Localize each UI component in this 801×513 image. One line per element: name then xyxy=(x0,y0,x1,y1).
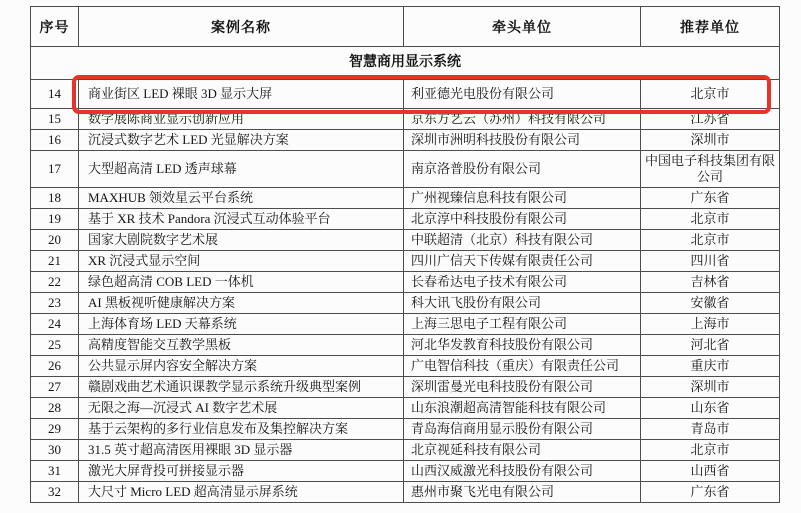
lead-unit-cell: 北京淳中科技股份有限公司 xyxy=(404,209,641,230)
recommend-unit-cell: 山西省 xyxy=(641,461,780,482)
row-number-cell: 23 xyxy=(31,293,79,314)
lead-unit-cell: 长春希达电子技术有限公司 xyxy=(404,272,641,293)
table-row xyxy=(31,335,780,356)
row-number-cell: 22 xyxy=(31,272,79,293)
row-number-cell: 32 xyxy=(31,482,79,503)
case-name-cell: 大尺寸 Micro LED 超高清显示屏系统 xyxy=(79,482,404,503)
cases-table-wrap xyxy=(30,6,779,503)
case-name-cell: AI 黑板视听健康解决方案 xyxy=(79,293,404,314)
table-row xyxy=(31,251,780,272)
col-header-no: 序号 xyxy=(31,7,79,47)
case-name-cell: 基于 XR 技术 Pandora 沉浸式互动体验平台 xyxy=(79,209,404,230)
recommend-unit-cell: 北京市 xyxy=(641,230,780,251)
col-header-lead-unit: 牵头单位 xyxy=(404,7,641,47)
recommend-unit-cell: 广东省 xyxy=(641,188,780,209)
case-name-cell: XR 沉浸式显示空间 xyxy=(79,251,404,272)
table-row xyxy=(31,398,780,419)
lead-unit-cell: 南京洛普股份有限公司 xyxy=(404,151,641,188)
case-name-cell: 沉浸式数字艺术 LED 光显解决方案 xyxy=(79,130,404,151)
row-number-cell: 24 xyxy=(31,314,79,335)
section-row xyxy=(31,47,780,80)
recommend-unit-cell: 广东省 xyxy=(641,482,780,503)
case-name-cell: 绿色超高清 COB LED 一体机 xyxy=(79,272,404,293)
recommend-unit-cell: 江苏省 xyxy=(641,109,780,130)
lead-unit-cell: 广州视臻信息科技有限公司 xyxy=(404,188,641,209)
case-name-cell: 赣剧戏曲艺术通识课教学显示系统升级典型案例 xyxy=(79,377,404,398)
lead-unit-cell: 河北华发教育科技股份有限公司 xyxy=(404,335,641,356)
recommend-unit-cell: 北京市 xyxy=(641,209,780,230)
table-row xyxy=(31,356,780,377)
lead-unit-cell: 山东浪潮超高清智能科技有限公司 xyxy=(404,398,641,419)
table-row xyxy=(31,293,780,314)
lead-unit-cell: 惠州市聚飞光电有限公司 xyxy=(404,482,641,503)
lead-unit-cell: 利亚德光电股份有限公司 xyxy=(404,80,641,109)
table-row xyxy=(31,461,780,482)
case-name-cell: 大型超高清 LED 透声球幕 xyxy=(79,151,404,188)
lead-unit-cell: 四川广信天下传媒有限责任公司 xyxy=(404,251,641,272)
table-row xyxy=(31,377,780,398)
table-row xyxy=(31,209,780,230)
case-name-cell: 高精度智能交互教学黑板 xyxy=(79,335,404,356)
recommend-unit-cell: 北京市 xyxy=(641,80,780,109)
lead-unit-cell: 北京视延科技有限公司 xyxy=(404,440,641,461)
recommend-unit-cell: 中国电子科技集团有限公司 xyxy=(641,151,780,188)
row-number-cell: 18 xyxy=(31,188,79,209)
lead-unit-cell: 广电智信科技（重庆）有限责任公司 xyxy=(404,356,641,377)
recommend-unit-cell: 河北省 xyxy=(641,335,780,356)
row-number-cell: 21 xyxy=(31,251,79,272)
lead-unit-cell: 京东方艺云（苏州）科技有限公司 xyxy=(404,109,641,130)
recommend-unit-cell: 北京市 xyxy=(641,440,780,461)
case-name-cell: 国家大剧院数字艺术展 xyxy=(79,230,404,251)
row-number-cell: 27 xyxy=(31,377,79,398)
table-row xyxy=(31,109,780,130)
lead-unit-cell: 山西汉威激光科技股份有限公司 xyxy=(404,461,641,482)
table-row xyxy=(31,482,780,503)
row-number-cell: 19 xyxy=(31,209,79,230)
case-name-cell: 31.5 英寸超高清医用裸眼 3D 显示器 xyxy=(79,440,404,461)
recommend-unit-cell: 青岛市 xyxy=(641,419,780,440)
row-number-cell: 16 xyxy=(31,130,79,151)
cases-table xyxy=(30,6,780,503)
row-number-cell: 26 xyxy=(31,356,79,377)
recommend-unit-cell: 重庆市 xyxy=(641,356,780,377)
row-number-cell: 25 xyxy=(31,335,79,356)
case-name-cell: 公共显示屏内容安全解决方案 xyxy=(79,356,404,377)
header-row xyxy=(31,7,780,47)
row-number-cell: 20 xyxy=(31,230,79,251)
col-header-case-name: 案例名称 xyxy=(79,7,404,47)
lead-unit-cell: 中联超清（北京）科技有限公司 xyxy=(404,230,641,251)
lead-unit-cell: 深圳市洲明科技股份有限公司 xyxy=(404,130,641,151)
recommend-unit-cell: 四川省 xyxy=(641,251,780,272)
table-row xyxy=(31,440,780,461)
recommend-unit-cell: 上海市 xyxy=(641,314,780,335)
lead-unit-cell: 科大讯飞股份有限公司 xyxy=(404,293,641,314)
row-number-cell: 15 xyxy=(31,109,79,130)
section-title: 智慧商用显示系统 xyxy=(31,47,780,80)
row-number-cell: 29 xyxy=(31,419,79,440)
case-name-cell: 基于云架构的多行业信息发布及集控解决方案 xyxy=(79,419,404,440)
case-name-cell: 上海体育场 LED 天幕系统 xyxy=(79,314,404,335)
table-row xyxy=(31,230,780,251)
lead-unit-cell: 青岛海信商用显示股份有限公司 xyxy=(404,419,641,440)
table-row xyxy=(31,314,780,335)
recommend-unit-cell: 深圳市 xyxy=(641,377,780,398)
table-row xyxy=(31,188,780,209)
case-name-cell: 无限之海—沉浸式 AI 数字艺术展 xyxy=(79,398,404,419)
case-name-cell: 激光大屏背投可拼接显示器 xyxy=(79,461,404,482)
recommend-unit-cell: 安徽省 xyxy=(641,293,780,314)
recommend-unit-cell: 吉林省 xyxy=(641,272,780,293)
col-header-recommend-unit: 推荐单位 xyxy=(641,7,780,47)
lead-unit-cell: 上海三思电子工程有限公司 xyxy=(404,314,641,335)
table-row xyxy=(31,151,780,188)
table-row xyxy=(31,419,780,440)
row-number-cell: 14 xyxy=(31,80,79,109)
row-number-cell: 17 xyxy=(31,151,79,188)
recommend-unit-cell: 山东省 xyxy=(641,398,780,419)
case-name-cell: 商业街区 LED 裸眼 3D 显示大屏 xyxy=(79,80,404,109)
lead-unit-cell: 深圳雷曼光电科技股份有限公司 xyxy=(404,377,641,398)
row-number-cell: 30 xyxy=(31,440,79,461)
case-name-cell: 数字展陈商业显示创新应用 xyxy=(79,109,404,130)
row-number-cell: 28 xyxy=(31,398,79,419)
case-name-cell: MAXHUB 领效星云平台系统 xyxy=(79,188,404,209)
table-row xyxy=(31,272,780,293)
recommend-unit-cell: 深圳市 xyxy=(641,130,780,151)
table-row xyxy=(31,80,780,109)
row-number-cell: 31 xyxy=(31,461,79,482)
table-row xyxy=(31,130,780,151)
